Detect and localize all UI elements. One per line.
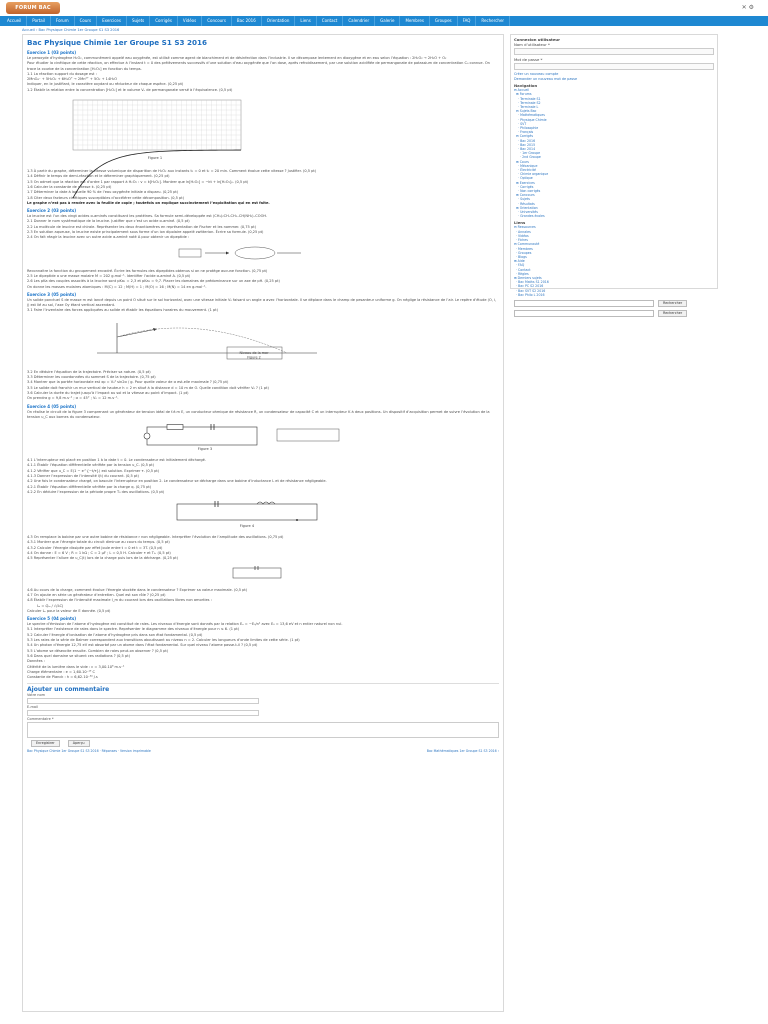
tree-item[interactable]: · Bac 2015 [514, 142, 536, 147]
nav-item[interactable]: Vidéos [178, 16, 202, 26]
nav-item[interactable]: Groupes [430, 16, 458, 26]
nav-item[interactable]: Rechercher [476, 16, 510, 26]
paragraph: Reconnaitre la fonction du groupement encadré. Écrire les formules des dipeptides obtenus si on ne protège aucune fonction. (0,75 pt) 2.5 Le dipeptide a une masse molaire M = 202 g.mol⁻¹. Identifier l’acide α-aminé A. (0,5 pt) 2.6 Les pKa des couples associés à la leucine sont pKa₁ = 2,3 et pKa₂ = 9,7. Placer les domaines de prédominance sur un axe de pH. (0,25 pt) On donne les masses molaires atomiques : M(C) = 12 ; M(H) = 1 ; M(O) = 16 ; M(N) = 14 en g.mol⁻¹. [27, 268, 280, 289]
bold-note: Le graphe n’est pas à rendre avec la feuille de copie ; toutefois on explique succinctement l’exploitation qui en est faite. [27, 200, 270, 205]
tree-item[interactable]: ⊞ Forums [514, 92, 532, 97]
paragraph: On réalise le circuit de la figure 3 comprenant un générateur de tension idéal de f.é.m E, un conducteur ohmique de résistance R, un condensateur de capacité C et un interrupteur K à deux positions. Un dispositif d’acquisition permet de suivre l’évolution de la tension u_C aux bornes du condensateur. [27, 409, 491, 419]
tree-item[interactable]: · 1er Groupe [514, 151, 541, 156]
next-post-link[interactable]: Bac Mathématiques 1er Groupe S1 S3 2016 › [426, 749, 499, 754]
tree-item[interactable]: · SVT [514, 121, 527, 126]
tree-item[interactable]: ⊟ Ressources [514, 225, 536, 230]
tree-item[interactable]: ⊟ Communauté [514, 242, 540, 247]
search-button-2[interactable]: Rechercher [658, 310, 687, 317]
prev-post-link[interactable]: Bac Physique Chimie 1er Groupe S1 S3 2016 · Réponses · Version imprimable [27, 749, 151, 754]
tree-item[interactable]: · Physique Chimie [514, 117, 547, 122]
paragraph: Le spectre d’émission de l’atome d’hydrogène est constitué de raies. Les niveaux d’énergie sont donnés par la relation Eₙ = −E₀/n² avec E₀ = 13,6 eV et n entier naturel non nul. 5.1 Interpréter l’existence de raies dans le spectre. Représenter le diagramme des niveaux d’énergie pour n ≤ 6. (1 pt) 5.2 Calculer l’énergie d’ionisation de l’atome d’hydrogène pris dans son état fondamental. (0,5 pt) 5.3 Les raies de la série de Balmer correspondent aux transitions aboutissant au niveau n = 2. Calculer les longueurs d’onde limites de cette série. (1 pt) 5.4 Un photon d’énergie 12,75 eV est absorbé par un atome dans l’état fondamental. Sur quel niveau l’atome passe-t-il ? (0,5 pt) 5.5 L’atome se désexcite ensuite. Combien de raies peut-on observer ? (0,5 pt) 5.6 Dans quel domaine se situent ces radiations ? (0,5 pt) Données : Célérité de la lumière dans le vide : c = 3,00.10⁸ m.s⁻¹ Charge élémentaire : e = 1,60.10⁻¹⁹ C Constante de Planck : h = 6,62.10⁻³⁴ J.s [27, 622, 343, 680]
exercise-1-heading: Exercice 1 (03 points) [27, 50, 77, 55]
tree-item[interactable]: · Règles [514, 271, 529, 276]
figure-4-label: Figure 4 [239, 524, 255, 529]
top-icons[interactable]: ✕ ⚙ [741, 4, 754, 11]
nav-item[interactable]: Corrigés [150, 16, 178, 26]
comment-label: Commentaire * [27, 717, 54, 722]
figure-5 [227, 565, 499, 585]
exercise-2-heading: Exercice 2 (03 points) [27, 208, 77, 214]
tree-item[interactable]: · Philosophie [514, 126, 539, 131]
projectile-diagram [77, 317, 337, 363]
account-link[interactable]: Demander un nouveau mot de passe [514, 76, 578, 81]
nav-item[interactable]: Membres [400, 16, 429, 26]
tree-item[interactable]: ⊞ Concours [514, 193, 535, 198]
tree-item[interactable]: ⊟ Corrigés [514, 134, 533, 139]
tree-item[interactable]: · 2nd Groupe [514, 155, 541, 160]
username-input[interactable] [514, 48, 714, 55]
links-title: Liens [514, 220, 526, 226]
name-label: Votre nom [27, 693, 46, 698]
paragraph: Pour étudier la cinétique de cette réaction, on effectue à l’instant t = 0 des prélèvements successifs d’une solution d’eau oxygénée que l’on dose, après refroidissement, par une solution acidifiée de permanganate de potassium de concentration C₀ connue. On trace la courbe de la concentration [H₂O₂] en fonction du temps. 1.1 La réaction support du dosage est : 2MnO₄⁻ + 5H₂O₂ + 6H₃O⁺ → 2Mn²⁺ + 5O₂ + 14H₂O Indiquer, en le justifiant, le caractère oxydant ou réducteur de chaque espèce. (0,25 pt) 1.2 Établir la relation entre la concentration [H₂O₂] et le volume Vₑ de permanganate versé à l’équivalence. (0,5 pt) [27, 61, 490, 92]
comment-form-title: Ajouter un commentaire [27, 686, 110, 694]
tree-item[interactable]: · Annales [514, 229, 531, 234]
tree-item[interactable]: · Contact [514, 267, 531, 272]
nav-item[interactable]: Calendrier [343, 16, 375, 26]
paragraph: La leucine est l’un des vingt acides α-aminés constituant les protéines. Sa formule semi-développée est (CH₃)₂CH–CH₂–CH(NH₂)–COOH. 2.1 Donner le nom systématique de la leucine. Justifier que c’est un acide α-aminé. (0,5 pt) 2.2 La molécule de leucine est chirale. Représenter les deux énantiomères en représentation de Fischer et les nommer. (0,75 pt) 2.3 En solution aqueuse, la leucine existe principalement sous forme d’un ion dipolaire appelé zwitterion. Écrire sa formule. (0,25 pt) 2.4 On fait réagir la leucine avec un autre acide α-aminé noté A pour obtenir un dipeptide : [27, 214, 268, 240]
tree-item[interactable]: · Résultats [514, 201, 535, 206]
sidebar [510, 34, 718, 315]
nav-item[interactable]: Sujets [127, 16, 150, 26]
exercise-3-heading: Exercice 3 (05 points) [27, 291, 77, 297]
peptide-reaction-diagram [177, 244, 307, 262]
tree-item[interactable]: · Bac PC S2 2016 [514, 284, 544, 289]
reaction-scheme [177, 244, 499, 266]
paragraph: 3.2 En déduire l’équation de la trajectoire. Préciser sa nature. (0,5 pt) 3.3 Déterminer les coordonnées du sommet S de la trajectoire. (0,75 pt) 3.4 Montrer que la portée horizontale est xp = V₀² sin2α / g. Pour quelle valeur de α est-elle maximale ? (0,75 pt) 3.5 Le solide doit franchir un mur vertical de hauteur h = 2 m situé à la distance d = 10 m de O. Quelle condition doit vérifier V₀ ? (1 pt) 3.6 Calculer la durée du trajet jusqu’à l’impact au sol et la vitesse au point d’impact. (1 pt) On prendra g = 9,8 m.s⁻² ; α = 45° ; V₀ = 12 m.s⁻¹. [27, 369, 269, 401]
links-tree [514, 225, 714, 296]
nav-item[interactable]: Forum [51, 16, 75, 26]
nav-item[interactable]: FAQ [458, 16, 477, 26]
comment-textarea[interactable] [27, 722, 499, 738]
search-input[interactable] [514, 300, 654, 307]
search-row [514, 300, 714, 307]
account-link[interactable]: Créer un nouveau compte [514, 72, 559, 76]
breadcrumb[interactable]: Accueil › Bac Physique Chimie 1er Groupe S1 S3 2016 [22, 28, 120, 32]
tree-item[interactable]: ⊟ Sujets Bac [514, 109, 537, 114]
tree-item[interactable]: · Bac 2016 [514, 138, 536, 143]
nav-item[interactable]: Portail [27, 16, 51, 26]
tree-item[interactable]: ⊞ Derniers sujets [514, 275, 542, 280]
figure-3-label: Figure 3 [197, 447, 213, 452]
decay-curve-graph [59, 96, 249, 162]
preview-button[interactable]: Aperçu [68, 740, 90, 747]
paragraph: 1.3 À partir du graphe, déterminer la vitesse volumique de disparition de H₂O₂ aux instants t₁ = 0 et t₂ = 20 min. Comment évolue cette vitesse ? Justifier. (0,5 pt) 1.4 Définir le temps de demi-réaction et le déterminer graphiquement. (0,25 pt) 1.5 On admet que la réaction est d’ordre 1 par rapport à H₂O₂ : v = k[H₂O₂]. Montrer que ln[H₂O₂] = −kt + ln[H₂O₂]₀. (0,5 pt) 1.6 Calculer la constante de vitesse k. (0,25 pt) 1.7 Déterminer la date à laquelle 90 % de l’eau oxygénée initiale a disparu. (0,25 pt) 1.8 Citer deux facteurs cinétiques susceptibles d’accélérer cette décomposition. (0,5 pt) [27, 169, 317, 200]
main-content [22, 34, 504, 1012]
paragraph: Le peroxyde d’hydrogène H₂O₂, communément appelé eau oxygénée, est utilisé comme agent de blanchiment et de désinfection dans l’industrie. Il se décompose lentement en dioxygène et en eau selon l’équation : 2H₂O₂ → 2H₂O + O₂ [27, 56, 447, 60]
figure-2-label: Figure 2 [247, 355, 261, 360]
tree-item[interactable]: · Électricité [514, 168, 536, 173]
navigation-tree [514, 88, 714, 218]
tree-item[interactable]: · Fiches [514, 238, 528, 243]
tree-item[interactable]: · Terminale L [514, 105, 539, 109]
tree-item[interactable]: · Corrigés [514, 184, 534, 189]
password-label: Mot de passe * [514, 57, 543, 62]
login-block-title: Connexion utilisateur [514, 37, 560, 42]
circuit-diagram-rc [137, 423, 377, 451]
tree-item[interactable]: · Bac Maths S1 2016 [514, 280, 549, 285]
exercise-5-heading: Exercice 5 (04 points) [27, 616, 77, 622]
password-input[interactable] [514, 63, 714, 70]
email-label: E-mail [27, 705, 38, 710]
nav-item[interactable]: Galerie [375, 16, 400, 26]
exercise-4-heading: Exercice 4 (05 points) [27, 403, 77, 409]
tree-item[interactable]: ⊟ Accueil [514, 88, 530, 93]
nav-item[interactable]: Accueil [2, 16, 27, 26]
tree-item[interactable]: · Bac SVT S2 2016 [514, 288, 546, 293]
tree-item[interactable]: · Bac 2014 [514, 147, 536, 152]
navigation-title: Navigation [514, 83, 538, 89]
tree-item[interactable]: · Blogs [514, 254, 527, 259]
tree-item[interactable]: ⊞ Exercices [514, 180, 535, 185]
formula: Iₘ = Qₘ / √(LC) [37, 603, 64, 608]
tree-item[interactable]: · Mécanique [514, 163, 538, 168]
paragraph: 4.6 Au cours de la charge, comment évolue l’énergie stockée dans le condensateur ? Exprimer sa valeur maximale. (0,5 pt) 4.7 On ajoute en série un générateur d’entretien. Quel est son rôle ? (0,25 pt) 4.8 Établir l’expression de l’intensité maximale I_m du courant lors des oscillations libres non amorties : [27, 587, 248, 603]
figure-4 [157, 498, 499, 532]
search-row-2 [514, 310, 714, 317]
tree-item[interactable]: · Terminale S2 [514, 100, 541, 105]
circuit-diagram-lc [157, 498, 337, 528]
save-button[interactable]: Enregistrer [31, 740, 60, 747]
paragraph: 4.1 L’interrupteur est placé en position 1 à la date t = 0. Le condensateur est initialement déchargé. 4.1.1 Établir l’équation différentielle vérifiée par la tension u_C. (0,5 pt) 4.1.2 Vérifier que u_C = E(1 − e^{−t/τ}) est solution. Exprimer τ. (0,5 pt) 4.1.3 Donner l’expression de l’intensité i(t) du courant. (0,5 pt) 4.2 Une fois le condensateur chargé, on bascule l’interrupteur en position 2. Le condensateur se décharge dans une bobine d’inductance L et de résistance négligeable. 4.2.1 Établir l’équation différentielle vérifiée par la charge q. (0,75 pt) 4.2.2 En déduire l’expression de la période propre T₀ des oscillations. (0,5 pt) [27, 458, 327, 494]
tree-item[interactable]: · Chimie organique [514, 172, 549, 177]
account-links [514, 72, 714, 81]
paragraph: Un solide ponctuel S de masse m est lancé depuis un point O situé sur le sol horizontal, avec une vitesse initiale V₀ faisant un angle α avec l’horizontale. Il se déplace dans le champ de pesanteur uniforme g. On néglige la résistance de l’air. Le repère d’étude (O, i, j) est lié au sol, l’axe Oy étant vertical ascendant. 3.1 Faire l’inventaire des forces appliquées au solide et établir les équations horaires du mouvement. (1 pt) [27, 297, 497, 313]
tree-item[interactable]: · Terminale S1 [514, 96, 541, 101]
nav-item[interactable]: Orientation [262, 16, 296, 26]
nav-item[interactable]: Exercices [97, 16, 127, 26]
nav-item[interactable]: Liens [295, 16, 316, 26]
tree-item[interactable]: · Bac Philo L 2016 [514, 292, 545, 297]
figure-2-caption: Niveau de la mer [239, 350, 269, 355]
paragraph: 4.3 On remplace la bobine par une autre bobine de résistance r non négligeable. Interpréter l’évolution de l’amplitude des oscillations. (0,75 pt) 4.3.1 Montrer que l’énergie totale du circuit diminue au cours du temps. (0,5 pt) 4.3.2 Calculer l’énergie dissipée par effet Joule entre t = 0 et t = 3T. (0,5 pt) 4.4 On donne : E = 6 V ; R = 1 kΩ ; C = 2 μF ; L = 0,5 H. Calculer τ et T₀. (0,5 pt) 4.5 Représenter l’allure de u_C(t) lors de la charge puis lors de la décharge. (0,25 pt) [27, 535, 284, 561]
figure-1-label: Figure 1 [147, 156, 163, 161]
tree-item[interactable]: · Sujets [514, 197, 530, 202]
tree-item[interactable]: · Optique [514, 176, 533, 181]
search-button[interactable]: Rechercher [658, 300, 687, 307]
main-navbar [0, 16, 768, 26]
name-input[interactable] [27, 698, 259, 704]
tree-item[interactable]: · Vidéos [514, 233, 529, 238]
figure-2 [77, 317, 499, 367]
paragraph: Calculer Iₘ pour la valeur de E donnée. (0,5 pt) [27, 608, 111, 613]
small-circuit-diagram [227, 565, 287, 581]
top-strip [0, 0, 768, 16]
tree-item[interactable]: · Non corrigés [514, 189, 541, 194]
tree-item[interactable]: ⊞ Aide [514, 259, 525, 264]
post-footer-links [27, 749, 499, 753]
tree-item[interactable]: · Grandes écoles [514, 214, 545, 219]
comment-form [27, 683, 499, 753]
tree-item[interactable]: ⊞ Cours [514, 159, 529, 164]
page-title: Bac Physique Chimie 1er Groupe S1 S3 2016 [27, 38, 208, 47]
nav-item[interactable]: Bac 2016 [232, 16, 262, 26]
nav-item[interactable]: Contact [317, 16, 344, 26]
tree-item[interactable]: · Mathématiques [514, 113, 545, 118]
tree-item[interactable]: · Groupes [514, 250, 532, 255]
tree-item[interactable]: · Français [514, 130, 534, 135]
username-label: Nom d’utilisateur * [514, 42, 550, 47]
email-input[interactable] [27, 710, 259, 716]
figure-3 [137, 423, 499, 455]
tree-item[interactable]: · Membres [514, 246, 533, 251]
nav-item[interactable]: Concours [202, 16, 232, 26]
nav-item[interactable]: Cours [75, 16, 98, 26]
tree-item[interactable]: · Universités [514, 210, 538, 215]
logo-text: FORUM BAC [15, 5, 51, 11]
tree-item[interactable]: ⊞ Orientation [514, 205, 538, 210]
site-logo[interactable] [6, 2, 60, 14]
tree-item[interactable]: · FAQ [514, 263, 525, 268]
search-input-2[interactable] [514, 310, 654, 317]
figure-1 [59, 96, 499, 166]
